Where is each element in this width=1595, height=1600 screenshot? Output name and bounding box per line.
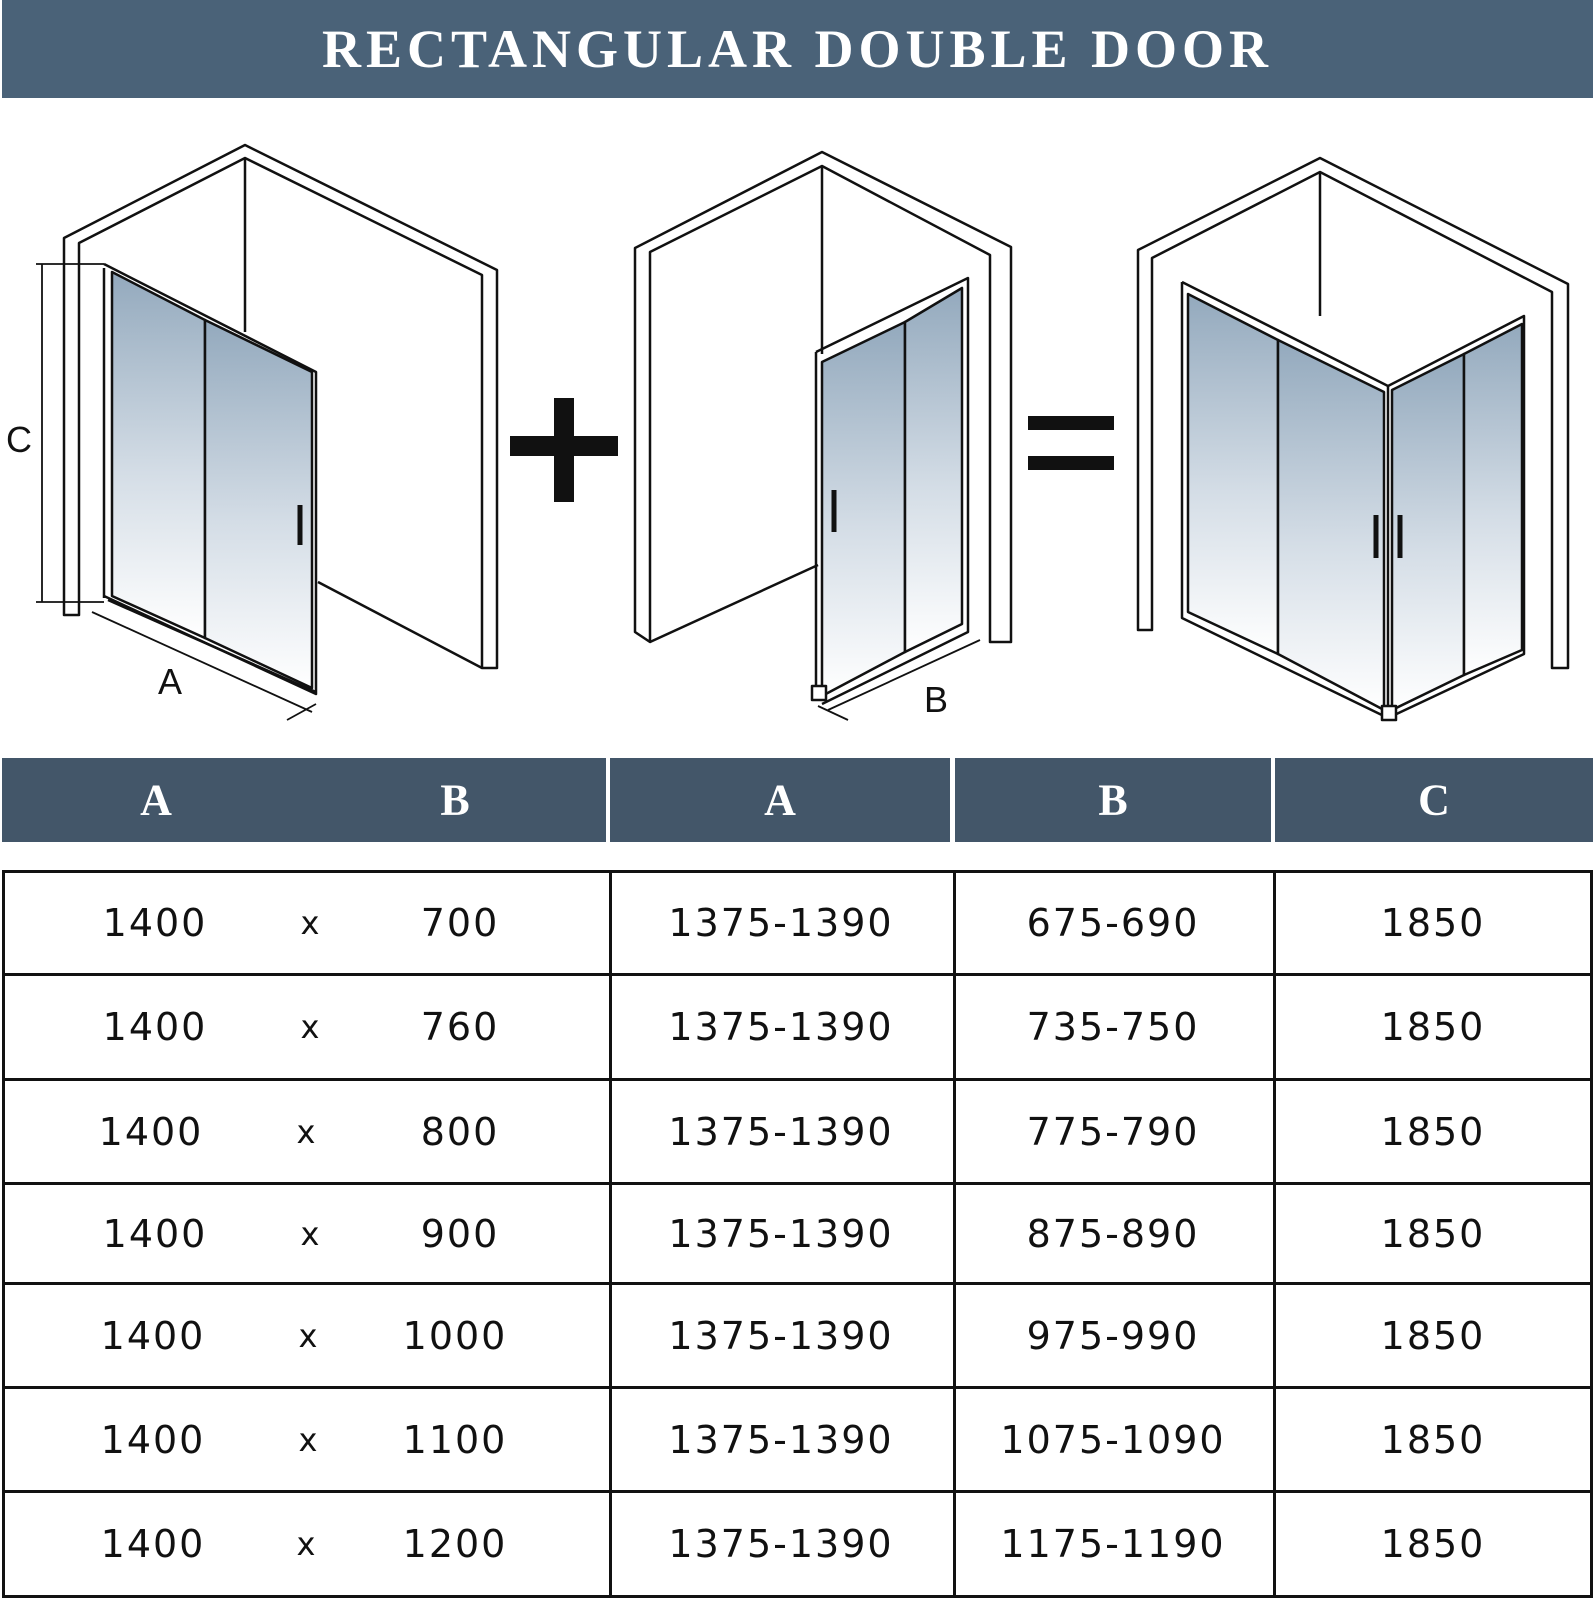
cell-adjust-a: 1375-1390 xyxy=(668,1005,894,1049)
glass-panel-sliding xyxy=(205,320,312,688)
dimension-label-a: A xyxy=(158,661,183,702)
cell-size-a: 1400 xyxy=(100,1417,206,1462)
title-banner xyxy=(2,0,1593,98)
cell-size-a: 1400 xyxy=(100,1313,206,1358)
table-row xyxy=(5,1081,1590,1185)
glass-front-fixed xyxy=(1188,294,1278,654)
cell-height-c: 1850 xyxy=(1380,1109,1486,1154)
table-row xyxy=(5,1285,1590,1389)
cell-times: x xyxy=(296,1525,318,1563)
equals-sign xyxy=(1028,416,1114,470)
header-size-a: A xyxy=(140,775,172,825)
glass-panel-fixed xyxy=(112,272,205,638)
header-height-c-cell xyxy=(1275,758,1593,842)
size-table xyxy=(2,870,1593,1598)
cell-size-b: 760 xyxy=(420,1005,500,1049)
cell-adjust-b: 1075-1090 xyxy=(1000,1417,1226,1462)
cell-times: x xyxy=(298,1316,320,1355)
table-row xyxy=(5,1389,1590,1493)
page-title: RECTANGULAR DOUBLE DOOR xyxy=(321,19,1274,79)
header-height-c: C xyxy=(1418,775,1450,825)
table-row xyxy=(5,976,1590,1081)
cell-size-a: 1400 xyxy=(102,1005,208,1049)
cell-adjust-a: 1375-1390 xyxy=(668,1417,894,1462)
plus-sign xyxy=(510,398,618,502)
cell-times: x xyxy=(296,1112,318,1151)
cell-times: x xyxy=(300,1008,322,1046)
cell-height-c: 1850 xyxy=(1380,1005,1486,1049)
cell-height-c: 1850 xyxy=(1380,1313,1486,1358)
cell-size-a: 1400 xyxy=(100,1522,206,1566)
cell-adjust-b: 735-750 xyxy=(1026,1005,1200,1049)
cell-adjust-b: 875-890 xyxy=(1026,1211,1200,1256)
cell-times: x xyxy=(300,1214,322,1253)
glass-side-fixed xyxy=(1464,324,1522,675)
table-row xyxy=(5,1493,1590,1595)
header-adjust-b: B xyxy=(1098,775,1128,825)
cell-adjust-a: 1375-1390 xyxy=(668,1522,894,1566)
front-door-illustration xyxy=(64,145,497,694)
combined-enclosure-illustration xyxy=(1138,158,1568,720)
cell-times: x xyxy=(300,904,322,942)
dimension-label-c: C xyxy=(6,419,32,460)
cell-adjust-b: 1175-1190 xyxy=(1000,1522,1226,1566)
table-row xyxy=(5,1185,1590,1285)
cell-height-c: 1850 xyxy=(1380,1522,1486,1566)
side-door-illustration xyxy=(635,152,1011,704)
cell-times: x xyxy=(298,1420,320,1459)
cell-size-a: 1400 xyxy=(98,1109,204,1154)
cell-adjust-a: 1375-1390 xyxy=(668,1211,894,1256)
cell-height-c: 1850 xyxy=(1380,1417,1486,1462)
cell-adjust-a: 1375-1390 xyxy=(668,901,894,945)
header-size-cell xyxy=(2,758,606,842)
cell-size-b: 1100 xyxy=(402,1417,508,1462)
cell-size-a: 1400 xyxy=(102,1211,208,1256)
glass-panel-side-fixed xyxy=(905,288,962,652)
header-adjust-a: A xyxy=(764,775,796,825)
dimension-label-b: B xyxy=(924,679,949,720)
enclosure-diagram xyxy=(0,100,1595,740)
cell-size-a: 1400 xyxy=(102,901,208,945)
cell-adjust-b: 975-990 xyxy=(1026,1313,1200,1358)
cell-height-c: 1850 xyxy=(1380,1211,1486,1256)
cell-adjust-b: 675-690 xyxy=(1026,901,1200,945)
cell-size-b: 900 xyxy=(420,1211,500,1256)
header-adjust-a-cell xyxy=(610,758,950,842)
table-row xyxy=(5,873,1590,976)
cell-size-b: 700 xyxy=(420,901,500,945)
cell-size-b: 800 xyxy=(420,1109,500,1154)
cell-adjust-a: 1375-1390 xyxy=(668,1109,894,1154)
header-size-b: B xyxy=(440,775,470,825)
glass-side-sliding xyxy=(1392,354,1464,710)
header-adjust-b-cell xyxy=(955,758,1271,842)
cell-adjust-a: 1375-1390 xyxy=(668,1313,894,1358)
cell-size-b: 1200 xyxy=(402,1522,508,1566)
cell-height-c: 1850 xyxy=(1380,901,1486,945)
cell-adjust-b: 775-790 xyxy=(1026,1109,1200,1154)
glass-front-sliding xyxy=(1278,340,1384,710)
cell-size-b: 1000 xyxy=(402,1313,508,1358)
